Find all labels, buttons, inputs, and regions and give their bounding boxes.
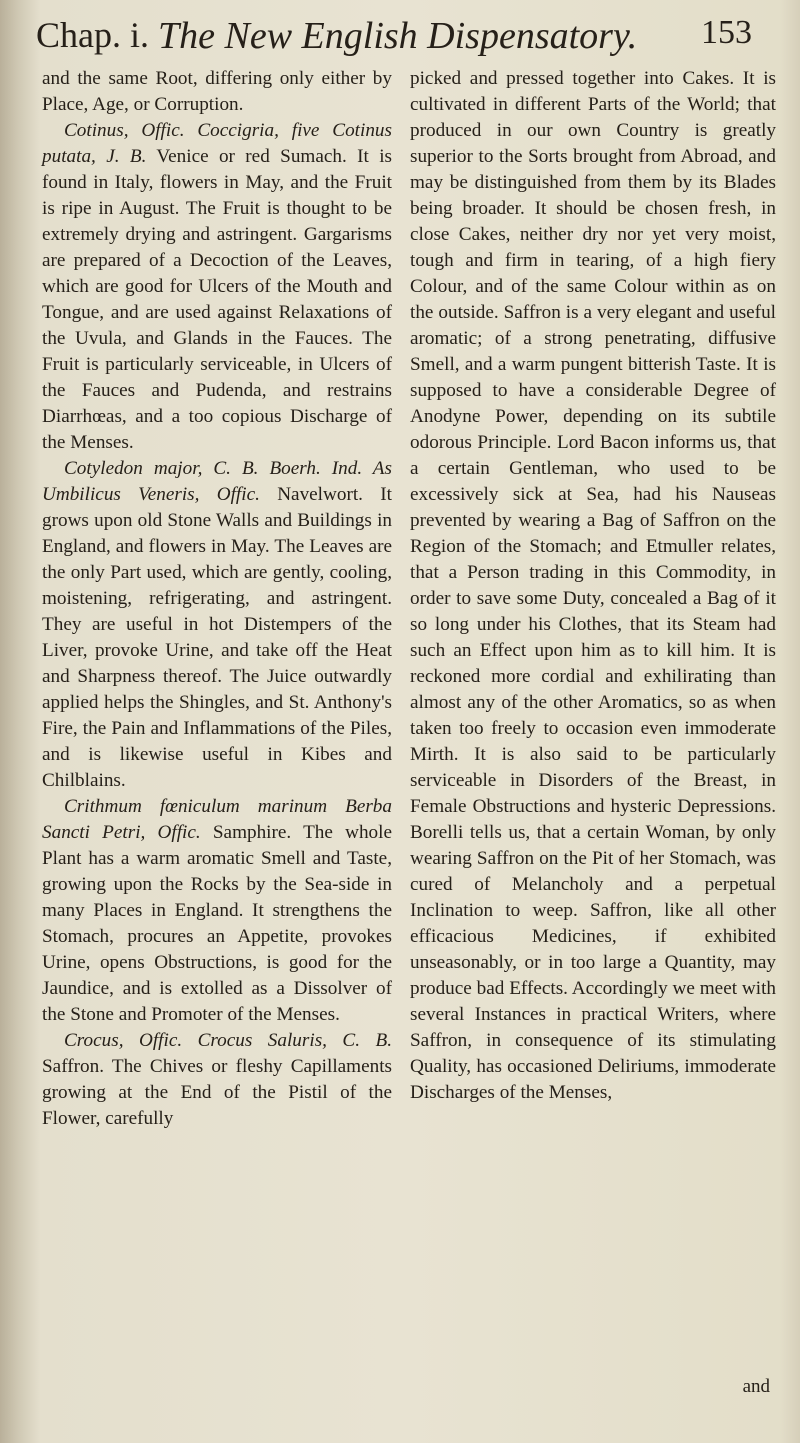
entry-heading: Cotyledon major, C. B. Boerh. Ind. As Umbilicus Veneris, Offic. xyxy=(42,458,392,505)
paragraph: and the same Root, differing only either by Place, Age, or Corruption. xyxy=(42,68,392,115)
right-column xyxy=(410,66,776,1106)
chapter-label: Chap. i. xyxy=(36,15,149,55)
entry-text: Saffron. The Chives or fleshy Capillaments growing at the End of the Pistil of the Flower, carefully xyxy=(42,1056,392,1129)
entry-text: Navelwort. It grows upon old Stone Walls and Buildings in England, and flowers in May. The Leaves are the only Part used, which are gently, cooling, moistening, refrigerating, and astringent. They are useful in hot Distempers of the Liver, provoke Urine, and take off the Heat and Sharpness thereof. The Juice outwardly applied helps the Shingles, and St. Anthony's Fire, the Pain and Inflammations of the Piles, and is likewise useful in Kibes and Chilblains. xyxy=(42,484,392,791)
entry-crithmum xyxy=(42,794,392,1028)
entry-cotyledon xyxy=(42,456,392,794)
entry-cotinus xyxy=(42,118,392,456)
left-column xyxy=(42,66,392,1132)
running-header xyxy=(28,14,772,62)
entry-text: Samphire. The whole Plant has a warm aromatic Smell and Taste, growing upon the Rocks by the Sea-side in many Places in England. It strengthens the Stomach, procures an Appetite, provokes Urine, opens Obstructions, is good for the Jaundice, and is extolled as a Dissolver of the Stone and Promoter of the Menses. xyxy=(42,822,392,1025)
entry-heading: Crocus, Offic. Crocus Saluris, C. B. xyxy=(64,1030,392,1051)
entry-text: Venice or red Sumach. It is found in Italy, flowers in May, and the Fruit is ripe in August. The Fruit is thought to be extremely drying and astringent. Gargarisms are prepared of a Decoction of the Leaves, which are good for Ulcers of the Mouth and Tongue, and are used against Relaxations of the Uvula, and Glands in the Fauces. The Fruit is particularly serviceable, in Ulcers of the Fauces and Pudenda, and restrains Diarrhœas, and a too copious Discharge of the Menses. xyxy=(42,146,392,453)
entry-heading: Crithmum fœniculum marinum Berba Sancti Petri, Offic. xyxy=(42,796,392,843)
page-number: 153 xyxy=(701,14,752,51)
running-title: The New English Dispensatory. xyxy=(158,15,638,57)
paragraph: picked and pressed together into Cakes. It is cultivated in different Parts of the World; that produced in our own Country is greatly superior to the Sorts brought from Abroad, and may be distinguished from them by its Blades being broader. It should be chosen fresh, in close Cakes, neither dry nor yet very moist, tough and firm in tearing, of a high fiery Colour, and of the same Colour within as on the outside. Saffron is a very elegant and useful aromatic; of a strong penetrating, diffusive Smell, and a warm pungent bitterish Taste. It is supposed to have a considerable Degree of Anodyne Power, depending on its subtile odorous Principle. Lord Bacon informs us, that a certain Gentleman, who used to be excessively sick at Sea, had his Nauseas prevented by wearing a Bag of Saffron on the Region of the Stomach; and Etmuller relates, that a Person trading in this Commodity, in order to save some Duty, concealed a Bag of it so long under his Clothes, that its Steam had such an Effect upon him as to kill him. It is reckoned more cordial and exhilirating than almost any of the other Aromatics, so as when taken too freely to occasion even immoderate Mirth. It is also said to be particularly serviceable in Disorders of the Breast, in Female Obstructions and hysteric Depressions. Borelli tells us, that a certain Woman, by only wearing Saffron on the Pit of her Stomach, was cured of Melancholy and a perpetual Inclination to weep. Saffron, like all other efficacious Medicines, if exhibited unseasonably, or in too large a Quantity, may produce bad Effects. Accordingly we meet with several Instances in practical Writers, where Saffron, in consequence of its stimulating Quality, has occasioned Deliriums, immoderate Discharges of the Menses, xyxy=(410,68,776,1103)
entry-crocus xyxy=(42,1028,392,1132)
catchword: and xyxy=(742,1376,770,1397)
entry-heading: Cotinus, Offic. Coccigria, five Cotinus putata, J. B. xyxy=(42,120,392,167)
